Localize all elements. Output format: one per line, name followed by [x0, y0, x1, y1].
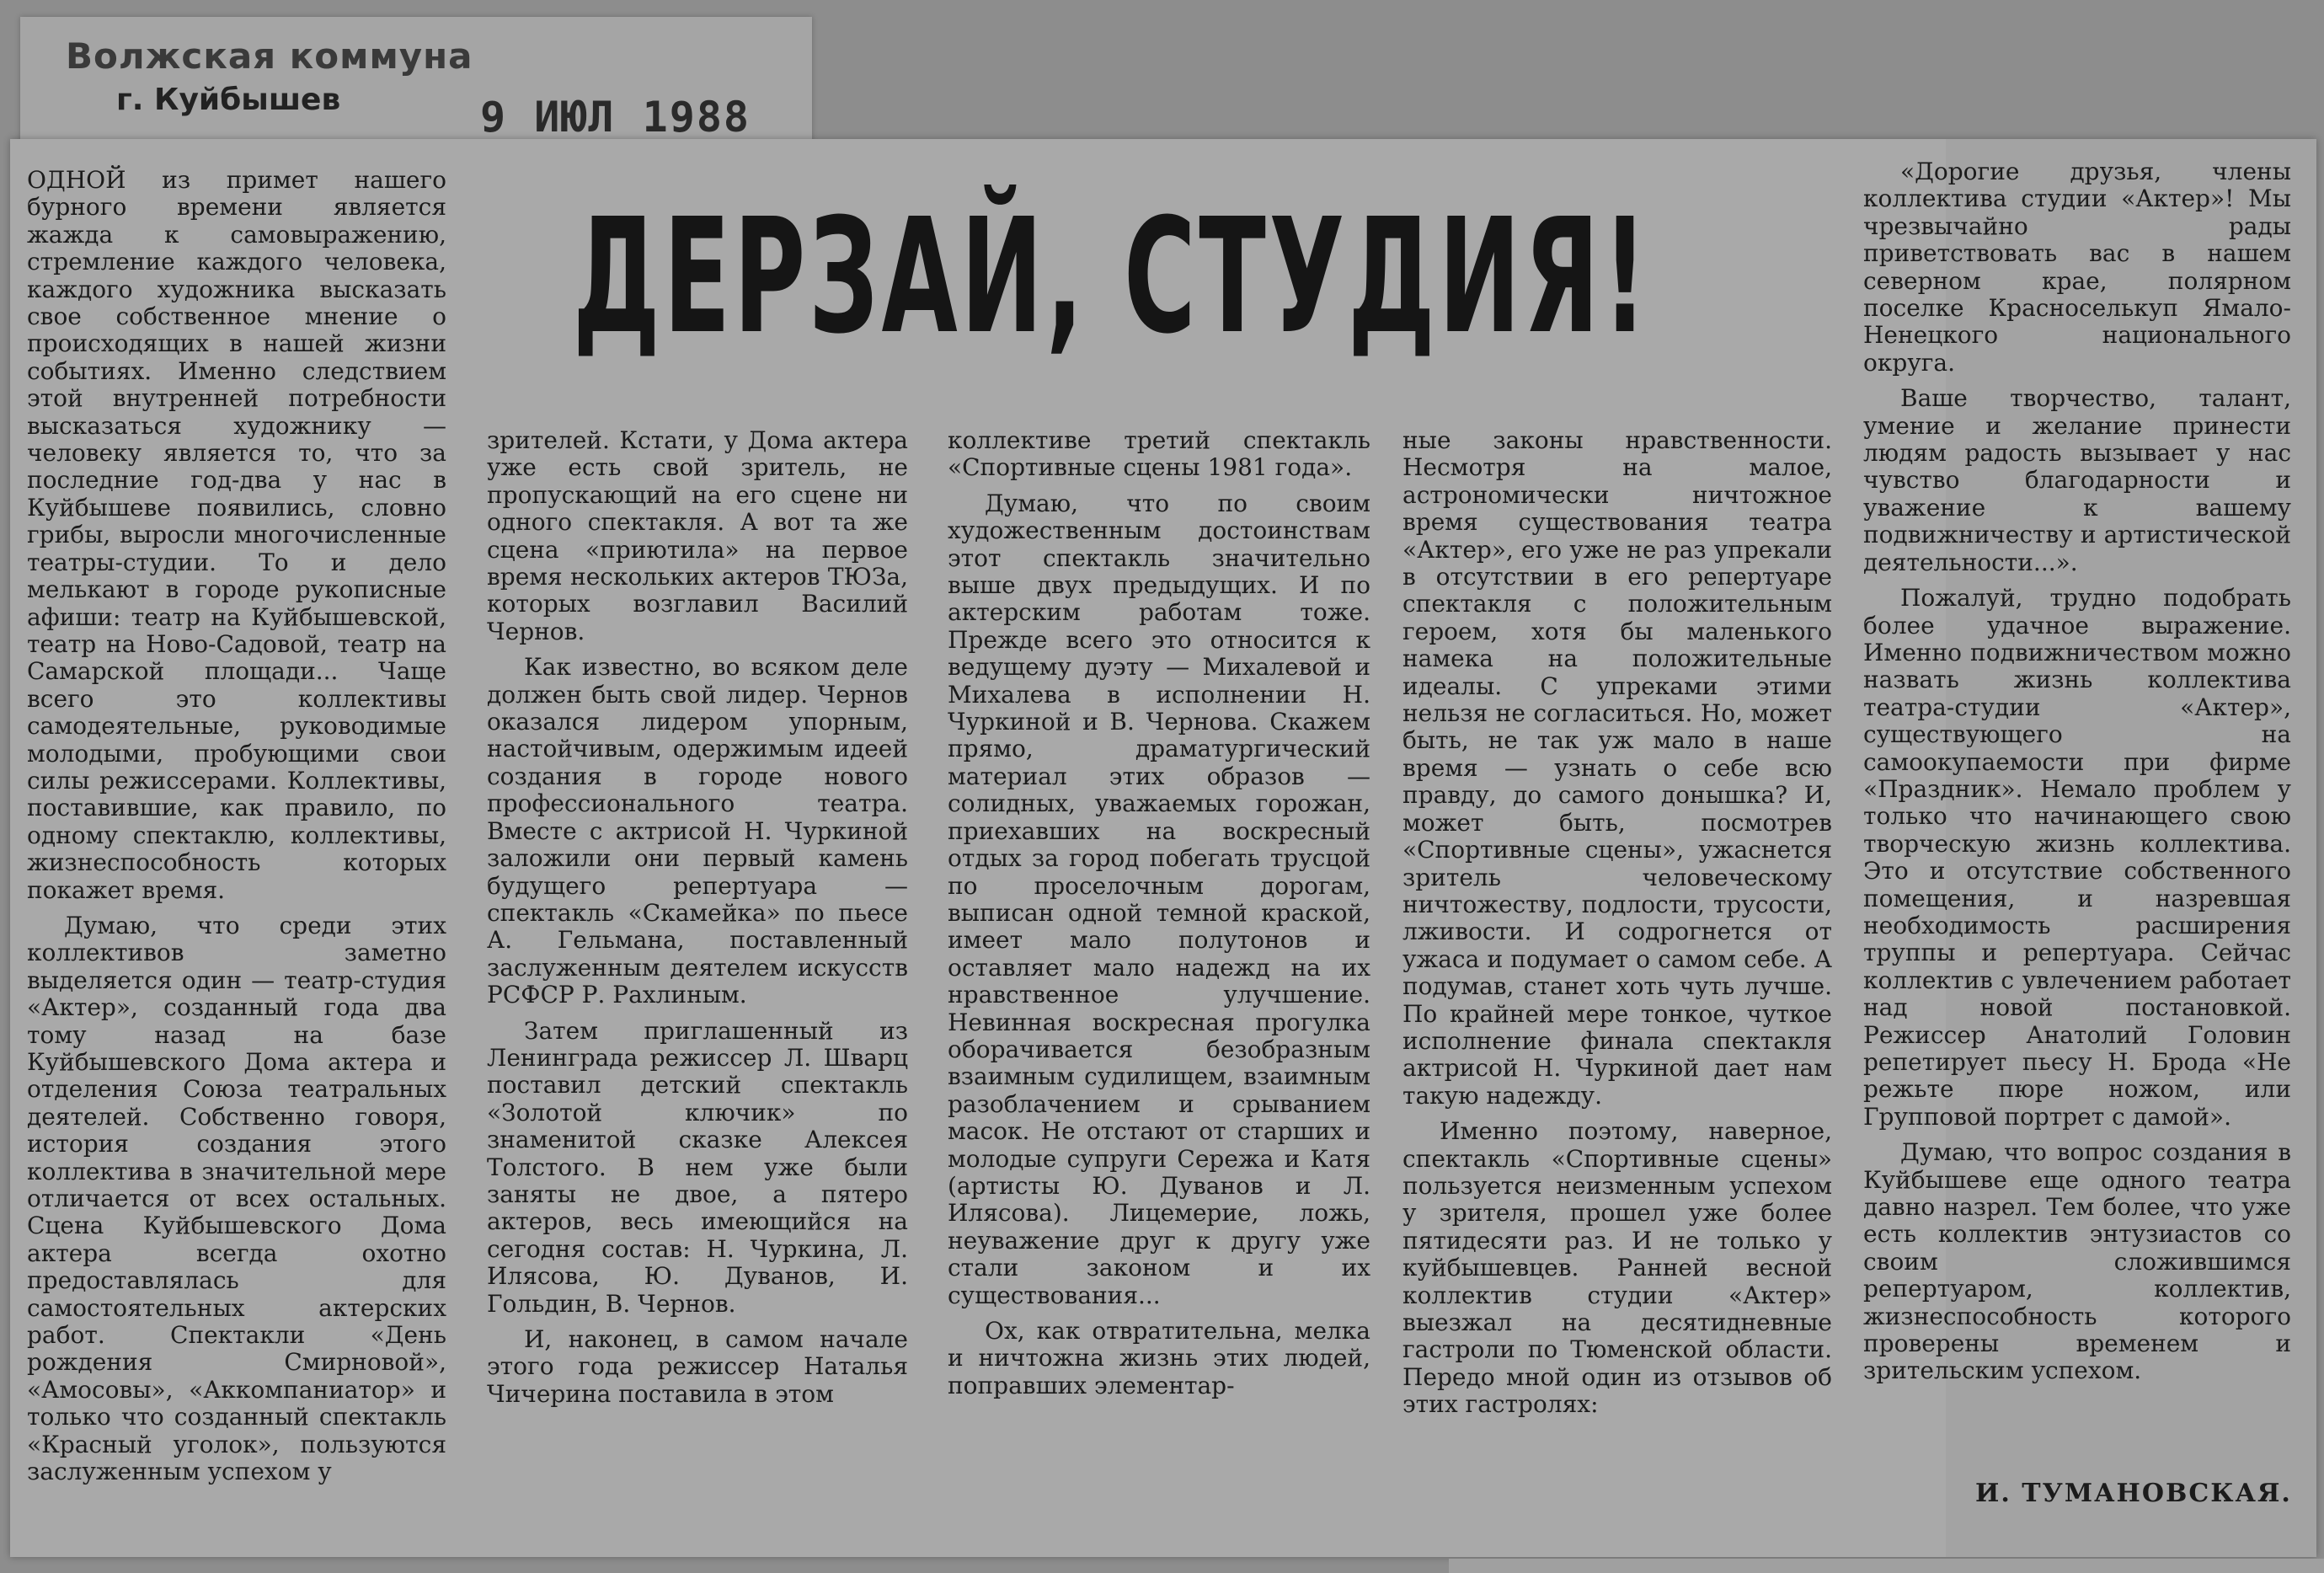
paragraph: зрителей. Кстати, у Дома актера уже есть свой зритель, не пропускающий на его сцене ни одного спектакля. А вот та же сцена «приютила» на первое время нескольких актеров ТЮЗа, которых возглавил Василий Чернов. — [487, 426, 908, 645]
paragraph: коллективе третий спектакль «Спортивные сцены 1981 года». — [948, 426, 1370, 482]
article-column-2 — [487, 427, 908, 1408]
date-stamp: 9 ИЮЛ 1988 — [480, 93, 751, 142]
paper-strip — [1449, 1559, 2324, 1573]
paragraph: ные законы нравственности. Несмотря на малое, астрономически ничтожное время существования театра «Актер», его уже не раз упрекали в отсутствии в его репертуаре спектакля с положительным героем, хотя бы маленького намека на положительные идеалы. С упреками этими нельзя не согласиться. Но, может быть, не так уж мало в наше время — узнать о себе всю правду, до самого донышка? И, может быть, посмотрев «Спортивные сцены», ужаснется зритель человеческому ничтожеству, подлости, трусости, лживости. И содрогнется от ужаса и подумает о самом себе. А подумав, станет хоть чуть лучше. По крайней мере тонкое, чуткое исполнение финала спектакля актрисой Н. Чуркиной дает нам такую надежду. — [1402, 426, 1832, 1110]
article-headline: ДЕРЗАЙ, СТУДИЯ! — [573, 185, 1651, 369]
paragraph: ОДНОЙ из примет нашего бурного времени является жажда к самовыражению, стремление каждого человека, каждого художника высказать свое собственное мнение о происходящих в нашей жизни событиях. Именно следствием этой внутренней потребности высказаться художнику — человеку является то, что за последние год-два у нас в Куйбышеве появились, словно грибы, выросли многочисленные театры-студии. То и дело мелькают в городе рукописные афиши: театр на Куйбышевской, театр на Ново-Садовой, театр на Самарской площади... Чаще всего это коллективы самодеятельные, руководимые молодыми, пробующими свои силы режиссерами. Коллективы, поставившие, как правило, по одному спектаклю, коллективы, жизнеспособность которых покажет время. — [27, 166, 446, 904]
article-column-3 — [948, 427, 1370, 1399]
paragraph: Пожалуй, трудно подобрать более удачное выражение. Именно подвижничеством можно назвать жизнь коллектива театра-студии «Актер», существующего на самоокупаемости при фирме «Праздник». Немало проблем у только что начинающего свою творческую жизнь коллектива. Это и отсутствие собственного помещения, и назревшая необходимость расширения труппы и репертуара. Сейчас коллектив с увлечением работает над новой постановкой. Режиссер Анатолий Головин репетирует пьесу Н. Брода «Не режьте пюре ножом, или Групповой портрет с дамой». — [1863, 584, 2291, 1131]
paragraph: Как известно, во всяком деле должен быть свой лидер. Чернов оказался лидером упорным, настойчивым, одержимым идеей создания в городе нового профессионального театра. Вместе с актрисой Н. Чуркиной заложили они первый камень будущего репертуара — спектакль «Скамейка» по пьесе А. Гельмана, поставленный заслуженным деятелем искусств РСФСР Р. Рахлиным. — [487, 653, 908, 1009]
paragraph: Думаю, что вопрос создания в Куйбышеве еще одного театра давно назрел. Тем более, что уже есть коллектив энтузиастов со своим сложившимся репертуаром, коллектив, жизнеспособность которого проверены временем и зрительским успехом. — [1863, 1138, 2291, 1385]
paragraph: Ваше творчество, талант, умение и желание принести людям радость вызывает у нас чувство благодарности и уважение к вашему подвижничеству и артистической деятельности...». — [1863, 384, 2291, 576]
paragraph: Думаю, что по своим художественным достоинствам этот спектакль значительно выше двух предыдущих. И по актерским работам тоже. Прежде всего это относится к ведущему дуэту — Михалевой и Михалева в исполнении Н. Чуркиной и В. Чернова. Скажем прямо, драматургический материал этих образов — солидных, уважаемых горожан, приехавших на воскресный отдых за город побегать трусцой по проселочным дорогам, выписан одной темной краской, имеет мало полутонов и оставляет мало надежд на их нравственное улучшение. Невинная воскресная прогулка оборачивается безобразным взаимным судилищем, взаимным разоблачением и срыванием масок. Не отстают от старших и молодые супруги Сережа и Катя (артисты Ю. Дуванов и Л. Илясова). Лицемерие, ложь, неуважение друг к другу уже стали законом и их существования... — [948, 489, 1370, 1309]
paragraph: Затем приглашенный из Ленинграда режиссер Л. Шварц поставил детский спектакль «Золотой ключик» по знаменитой сказке Алексея Толстого. В нем уже были заняты не двое, а пятеро актеров, весь имеющийся на сегодня состав: Н. Чуркина, Л. Илясова, Ю. Дуванов, И. Гольдин, В. Чернов. — [487, 1016, 908, 1318]
article-column-5 — [1863, 158, 2291, 1385]
newspaper-name: Волжская коммуна — [66, 35, 473, 77]
city-label: г. Куйбышев — [116, 83, 341, 117]
article-column-4 — [1402, 427, 1832, 1419]
paragraph: Ох, как отвратительна, мелка и ничтожна жизнь этих людей, поправших элементар- — [948, 1317, 1370, 1399]
article-column-1 — [27, 167, 446, 1486]
paragraph: Именно поэтому, наверное, спектакль «Спортивные сцены» пользуется неизменным успехом у зрителя, прошел уже более пятидесяти раз. И не только у куйбышевцев. Ранней весной коллектив студии «Актер» выезжал на десятидневные гастроли по Тюменской области. Передо мной один из отзывов об этих гастролях: — [1402, 1117, 1832, 1419]
author-signature: И. ТУМАНОВСКАЯ. — [1975, 1479, 2292, 1508]
paragraph: «Дорогие друзья, члены коллектива студии «Актер»! Мы чрезвычайно рады приветствовать вас в нашем северном крае, полярном поселке Красноселькуп Ямало-Ненецкого национального округа. — [1863, 158, 2291, 377]
paragraph: И, наконец, в самом начале этого года режиссер Наталья Чичерина поставила в этом — [487, 1325, 908, 1408]
paragraph: Думаю, что среди этих коллективов заметно выделяется один — театр-студия «Актер», созданный года два тому назад на базе Куйбышевского Дома актера и отделения Союза театральных деятелей. Собственно говоря, история создания этого коллектива в значительной мере отличается от всех остальных. Сцена Куйбышевского Дома актера всегда охотно предоставлялась для самостоятельных актерских работ. Спектакли «День рождения Смирновой», «Амосовы», «Аккомпаниатор» и только что созданный спектакль «Красный уголок», пользуются заслуженным успехом у — [27, 911, 446, 1486]
